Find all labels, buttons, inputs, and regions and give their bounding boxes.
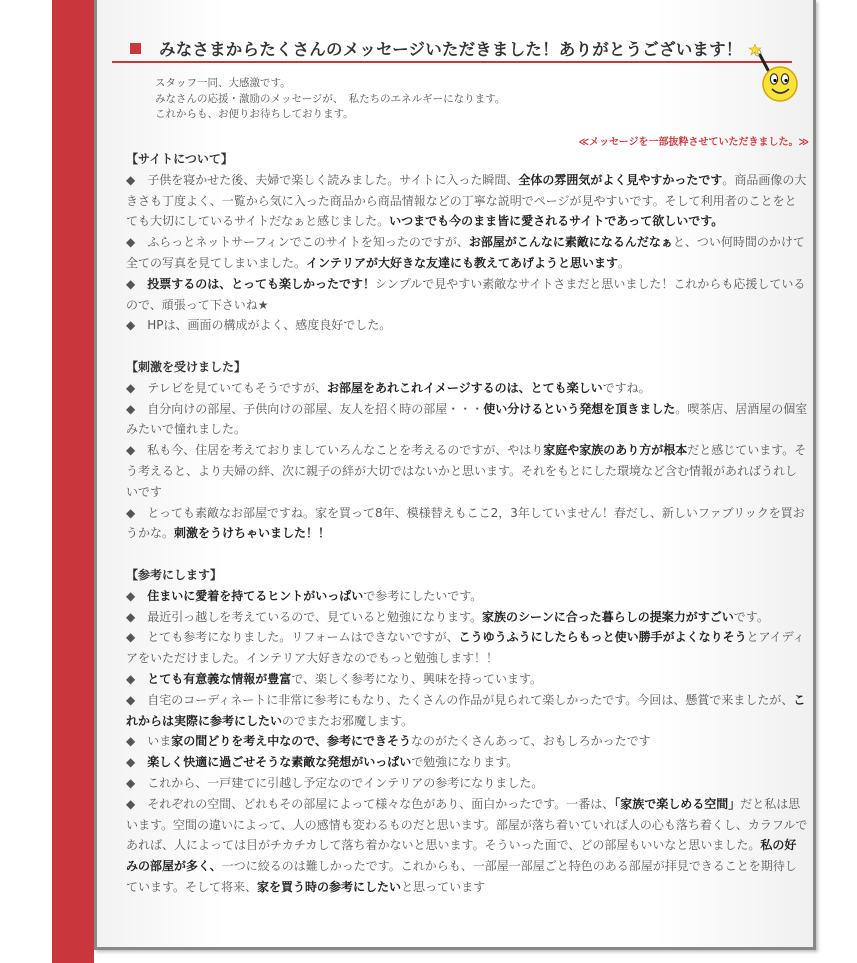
- message-text: ◆: [126, 671, 148, 686]
- message-text: ◆ いま: [126, 734, 172, 749]
- message-text: で、楽しく参考になり、興味を持っています。: [291, 671, 543, 686]
- message-item: [126, 752, 808, 773]
- message-text: とアイディアをいただけました。インテリア大好きなのでもっと勉強します！！: [126, 630, 805, 666]
- excerpt-note: ≪メッセージを一部抜粋させていただきました。≫: [578, 137, 809, 148]
- section-heading: 【サイトについて】: [126, 152, 233, 166]
- message-text: と思っています: [401, 879, 486, 894]
- message-highlight: 刺激をうけちゃいました！！: [174, 526, 331, 541]
- intro-text: [155, 76, 505, 123]
- message-text: ◆: [126, 588, 148, 603]
- message-item: [126, 399, 808, 441]
- message-item: [126, 731, 808, 752]
- page-title-text: みなさまからたくさんのメッセージいただきました！ありがとうございます！: [159, 40, 743, 59]
- message-text: ◆ 私も今、住居を考えておりましていろんなことを考えるのですが、やはり: [126, 443, 544, 458]
- message-text: シンプルで見やすい素敵なサイトさまだと思いました！これからも応援しているので、頑張って下さいね★: [126, 276, 806, 312]
- intro-line: スタッフ一同、大感激です。: [155, 77, 291, 89]
- message-text: ◆: [126, 755, 148, 770]
- message-highlight: 楽しく快適に過ごせそうな素敵な発想がいっぱい: [147, 755, 412, 770]
- message-highlight: 投票するのは、とっても楽しかったです！: [147, 276, 375, 291]
- message-item: [126, 232, 808, 274]
- message-text: ◆ HPは、画面の構成がよく、感度良好でした。: [126, 318, 392, 333]
- message-text: ◆ 子供を寝かせた後、夫婦で楽しく読みました。サイトに入った瞬間、: [126, 172, 519, 187]
- message-item: [126, 794, 808, 898]
- section-heading: 【参考にします】: [126, 567, 223, 582]
- message-item: [126, 690, 808, 732]
- page-title: [130, 36, 790, 60]
- message-item: [126, 773, 808, 794]
- intro-line: これからも、お便りお待ちしております。: [155, 108, 354, 120]
- message-highlight: 家の間どりを考え中なので、参考にできそう: [171, 734, 411, 749]
- message-highlight: お部屋をあれこれイメージするのは、とても楽しい: [327, 380, 603, 395]
- message-text: ◆ 自分向けの部屋、子供向けの部屋、友人を招く時の部屋・・・: [126, 401, 484, 416]
- message-highlight: 住まいに愛着を持てるヒントがいっぱい: [147, 588, 364, 603]
- message-highlight: いつまでも今のまま皆に愛されるサイトであって欲しいです。: [389, 214, 724, 229]
- message-text: と、つい何時間のかけて全ての写真を見てしまいました。: [126, 235, 805, 270]
- red-square-icon: [130, 43, 141, 54]
- message-item: [126, 669, 808, 690]
- messages-content: [126, 149, 808, 898]
- left-accent-bar: [52, 0, 94, 963]
- message-highlight: お部屋がこんなに素敵になるんだなぁ: [468, 235, 673, 250]
- message-highlight: 私の好みの部屋が多く、: [126, 838, 797, 874]
- message-text: ◆ テレビを見ていてもそうですが、: [126, 380, 327, 395]
- message-item: [126, 627, 808, 669]
- message-text: です。: [733, 609, 769, 624]
- message-text: で勉強になります。: [411, 755, 519, 770]
- message-highlight: インテリアが大好きな友達にも教えてあげようと思います: [306, 255, 619, 270]
- message-highlight: 家族のシーンに合った暮らしの提案力がすごい: [482, 609, 734, 624]
- section-gap: [126, 336, 808, 357]
- smiley-face-icon: [748, 44, 800, 106]
- message-item: [126, 607, 808, 628]
- message-highlight: こうゆうふうにしたらもっと使い勝手がよくなりそう: [458, 630, 747, 645]
- message-item: [126, 503, 808, 545]
- message-text: ◆ それぞれの空間、どれもその部屋によって様々な色があり、面白かったです。一番は、: [126, 796, 615, 811]
- message-highlight: これからは実際に参考にしたい: [126, 692, 806, 728]
- message-text: だと私は思います。空間の違いによって、人の感情も変わるものだと思います。部屋が落ち着いていれば人の心も落ち着くし、カラフルであれば、人によっては目がチカチカして落ち着かないと思います。そういった面で、どの部屋もいいなと思いました。: [126, 796, 808, 853]
- message-item: [126, 274, 808, 316]
- message-highlight: 家庭や家族のあり方が根本: [543, 443, 688, 458]
- message-item: [126, 315, 808, 336]
- message-text: 。喫茶店、居酒屋の個室みたいで憧れました。: [126, 401, 808, 437]
- message-highlight: 全体の雰囲気がよく見やすかったです: [518, 172, 723, 187]
- message-text: のでまたお邪魔します。: [282, 713, 414, 728]
- message-text: ◆ 自宅のコーディネートに非常に参考にもなり、たくさんの作品が見られて楽しかったです。今回は、懸賞で来ましたが、: [126, 692, 794, 707]
- message-item: [126, 586, 808, 607]
- message-highlight: とても有意義な情報が豊富: [147, 671, 292, 686]
- section-gap: [126, 544, 808, 565]
- message-text: 一つに絞るのは難しかったです。これからも、一部屋一部屋ごと特色のある部屋が拝見できることを期待しています。そして将来、: [126, 859, 797, 894]
- message-highlight: 家を買う時の参考にしたい: [257, 879, 402, 894]
- message-highlight: 使い分けるという発想を頂きました: [483, 401, 676, 416]
- intro-line: みなさんの応援・激励のメッセージが、 私たちのエネルギーになります。: [155, 92, 506, 105]
- message-text: なのがたくさんあって、おもしろかったです: [411, 734, 651, 749]
- message-item: [126, 378, 808, 399]
- message-text: ◆ とっても素敵なお部屋ですね。家を買って8年、模様替えもここ2，3年していません！春だし、新しいファブリックを買おうかな。: [126, 505, 805, 541]
- message-item: [126, 440, 808, 502]
- message-text: ◆ これから、一戸建てに引越し予定なのでインテリアの参考になりました。: [126, 775, 544, 790]
- message-text: ですね。: [602, 380, 651, 395]
- message-highlight: 「家族で楽しめる空間」: [614, 796, 741, 811]
- message-text: 。商品画像の大きさも丁度よく、一覧から気に入った商品から商品情報などの丁寧な説明でページが見やすいです。そして利用者のことをとても大切にしているサイトだなぁと感じました。: [126, 172, 807, 229]
- section-heading: 【刺激を受けました】: [126, 359, 247, 374]
- message-text: で参考にしたいです。: [363, 588, 483, 603]
- message-text: ◆: [126, 276, 148, 291]
- message-text: ◆ ふらっとネットサーフィンでこのサイトを知ったのですが、: [126, 235, 469, 250]
- message-item: [126, 170, 808, 232]
- message-text: だと感じています。そう考えると、より夫婦の絆、次に親子の絆が大切ではないかと思います。それをもとにした環境など含む情報があればうれしいです: [126, 443, 807, 499]
- message-text: ◆ とても参考になりました。リフォームはできないですが、: [126, 630, 459, 645]
- message-text: ◆ 最近引っ越しを考えているので、見ていると勉強になります。: [126, 609, 483, 624]
- title-underline: [112, 61, 792, 63]
- message-text: 。: [618, 255, 631, 270]
